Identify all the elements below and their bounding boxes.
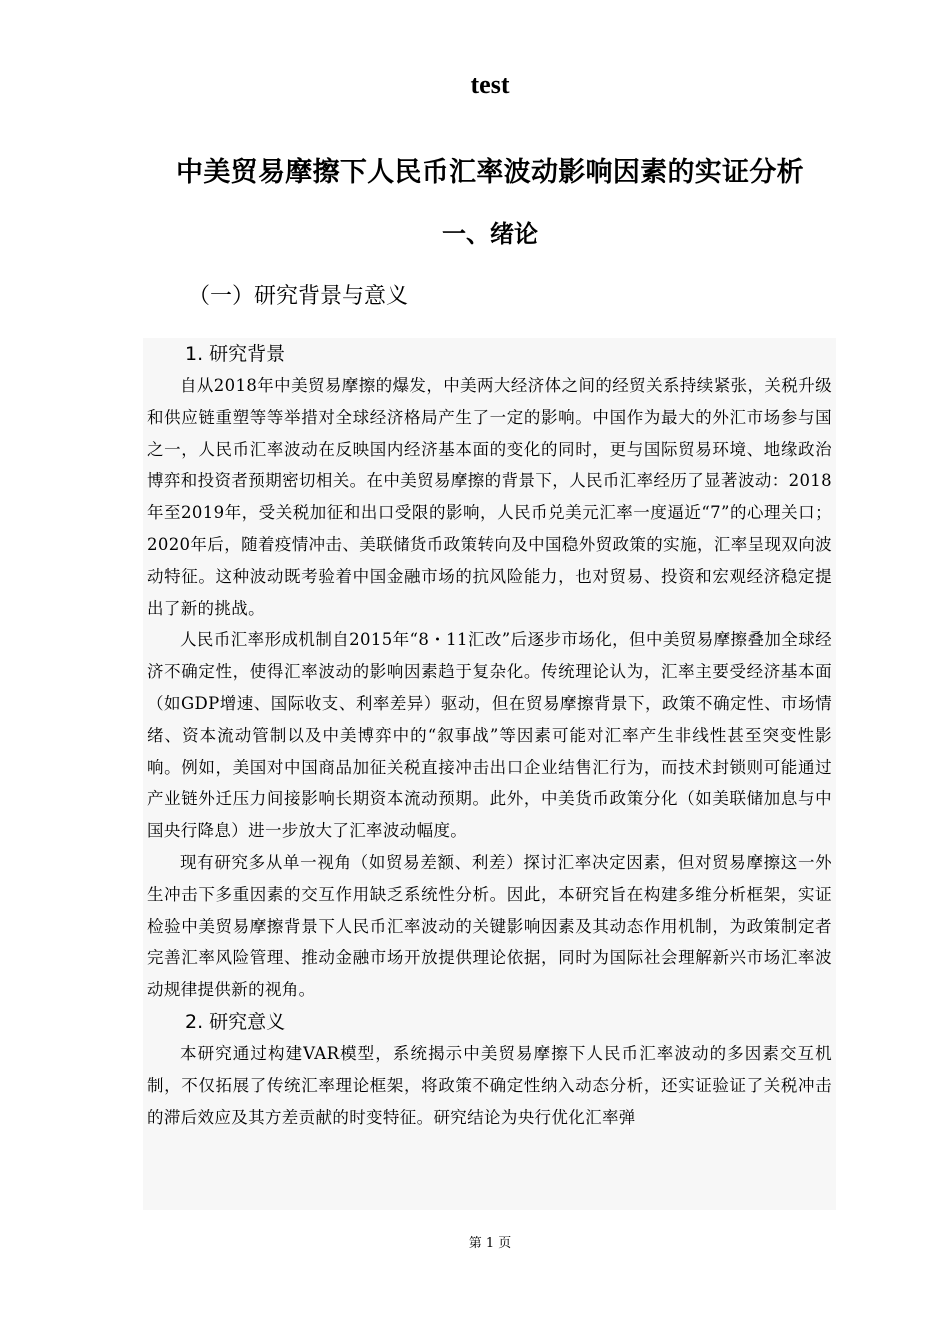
paragraph: 现有研究多从单一视角（如贸易差额、利差）探讨汇率决定因素，但对贸易摩擦这一外生冲击下多重因素的交互作用缺乏系统性分析。因此，本研究旨在构建多维分析框架，实证检验中美贸易摩擦背景下人民币汇率波动的关键影响因素及其动态作用机制，为政策制定者完善汇率风险管理、推动金融市场开放提供理论依据，同时为国际社会理解新兴市场汇率波动规律提供新的视角。 — [147, 852, 832, 1000]
paragraph: 自从2018年中美贸易摩擦的爆发，中美两大经济体之间的经贸关系持续紧张，关税升级和供应链重塑等等举措对全球经济格局产生了一定的影响。中国作为最大的外汇市场参与国之一，人民币汇率波动在反映国内经济基本面的变化的同时，更与国际贸易环境、地缘政治博弈和投资者预期密切相关。在中美贸易摩擦的背景下，人民币汇率经历了显著波动：2018年至2019年，受关税加征和出口受限的影响，人民币兑美元汇率一度逼近“7”的心理关口；2020年后，随着疫情冲击、美联储货币政策转向及中国稳外贸政策的实施，汇率呈现双向波动特征。这种波动既考验着中国金融市场的抗风险能力，也对贸易、投资和宏观经济稳定提出了新的挑战。 — [147, 376, 832, 618]
document-title: 中美贸易摩擦下人民币汇率波动影响因素的实证分析 — [176, 157, 804, 188]
section-heading: （一）研究背景与意义 — [188, 284, 409, 309]
paragraph: 本研究通过构建VAR模型，系统揭示中美贸易摩擦下人民币汇率波动的多因素交互机制，不仅拓展了传统汇率理论框架，将政策不确定性纳入动态分析，还实证验证了关税冲击的滞后效应及其方差贡献的时变特征。研究结论为央行优化汇率弹 — [147, 1043, 832, 1127]
body-text-area — [143, 338, 836, 1210]
subsection-heading-background: 1. 研究背景 — [185, 343, 286, 365]
paragraph: 人民币汇率形成机制自2015年“8・11汇改”后逐步市场化，但中美贸易摩擦叠加全球经济不确定性，使得汇率波动的影响因素趋于复杂化。传统理论认为，汇率主要受经济基本面（如GDP增速、国际收支、利率差异）驱动，但在贸易摩擦背景下，政策不确定性、市场情绪、资本流动管制以及中美博弈中的“叙事战”等因素可能对汇率产生非线性甚至突变性影响。例如，美国对中国商品加征关税直接冲击出口企业结售汇行为，而技术封锁则可能通过产业链外迁压力间接影响长期资本流动预期。此外，中美货币政策分化（如美联储加息与中国央行降息）进一步放大了汇率波动幅度。 — [147, 630, 832, 841]
page-number: 第 1 页 — [468, 1236, 512, 1251]
chapter-heading: 一、绪论 — [442, 220, 538, 248]
subsection-heading-significance: 2. 研究意义 — [185, 1010, 286, 1033]
header-tag: test — [470, 70, 510, 99]
